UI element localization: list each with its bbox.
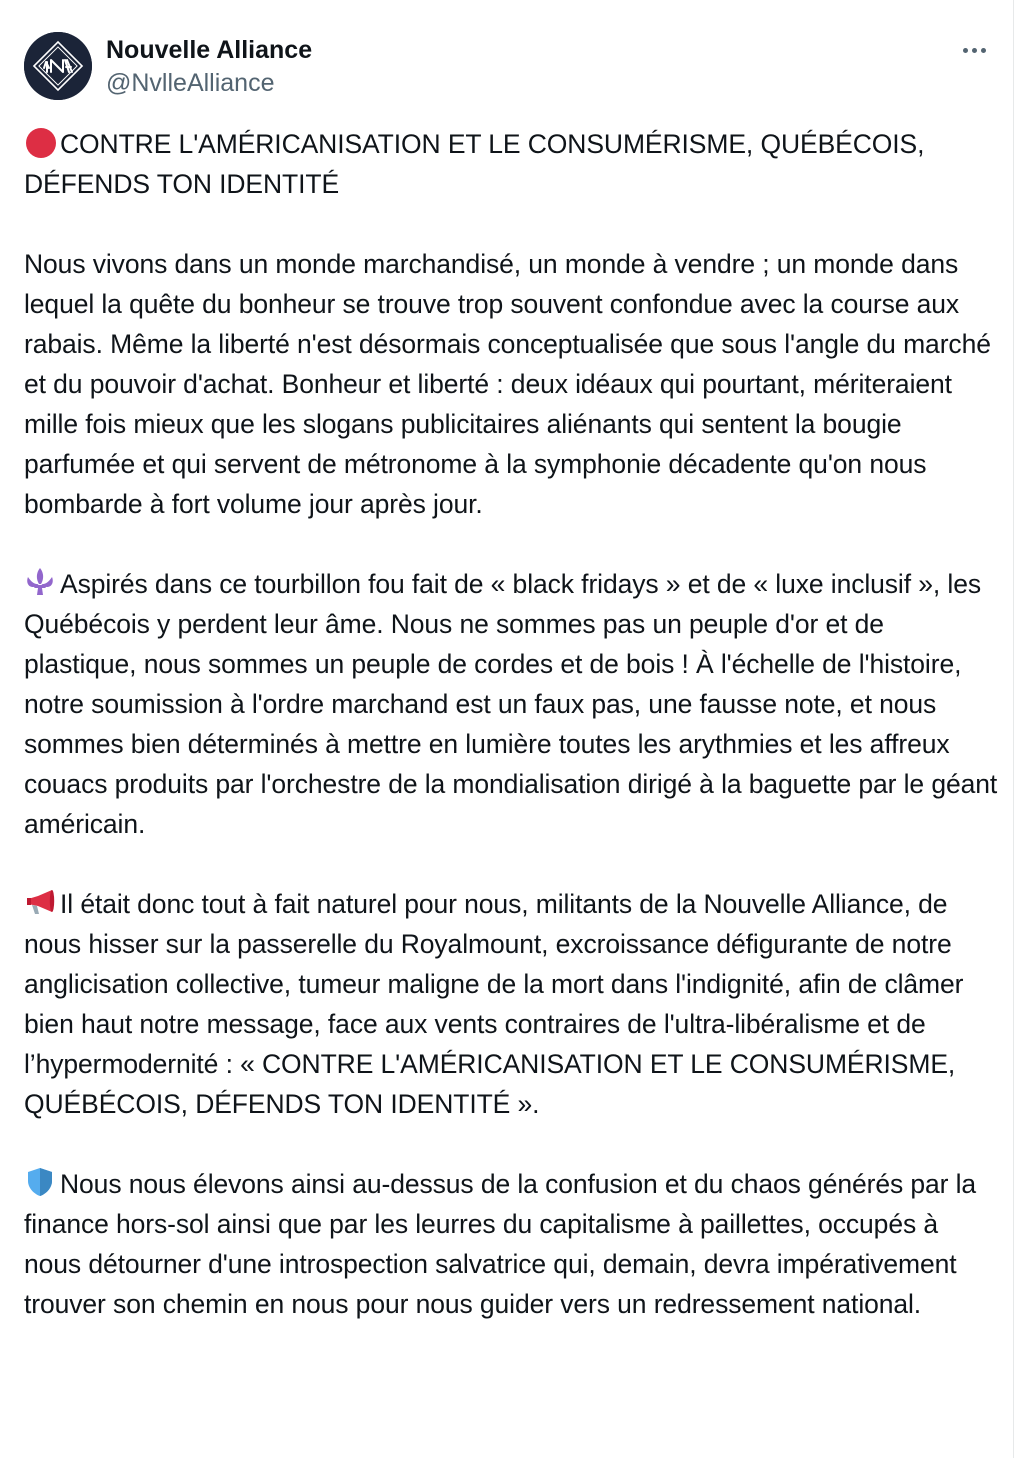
shield-emoji <box>24 1166 56 1198</box>
post-paragraph-1: Nous vivons dans un monde marchandisé, un monde à vendre ; un monde dans lequel la quête du bonheur se trouve trop souvent confondue avec la course aux rabais. Même la liberté n'est désormais conceptualisée que sous l'angle du marché et du pouvoir d'achat. Bonheur et liberté : deux idéaux qui pourtant, mériteraient mille fois mieux que les slogans publicitaires aliénants qui sentent la bougie parfumée et qui servent de métronome à la symphonie décadente qu'on nous bombarde à fort volume jour après jour. <box>24 249 991 519</box>
headline-text: CONTRE L'AMÉRICANISATION ET LE CONSUMÉRISME, QUÉBÉCOIS, DÉFENDS TON IDENTITÉ <box>24 129 925 199</box>
post-text <box>24 124 999 1364</box>
fleur-de-lis-emoji <box>24 566 56 598</box>
more-options-button[interactable] <box>956 38 992 62</box>
more-horizontal-icon <box>963 48 968 53</box>
author-display-name[interactable]: Nouvelle Alliance <box>106 36 313 64</box>
more-dot <box>972 48 977 53</box>
avatar[interactable] <box>24 32 92 100</box>
post-headline <box>24 124 999 204</box>
red-circle-emoji <box>26 128 56 158</box>
post-paragraph-4 <box>24 1164 999 1324</box>
paragraph-2-text: Aspirés dans ce tourbillon fou fait de « black fridays » et de « luxe inclusif », les Québécois y perdent leur âme. Nous ne sommes pas un peuple d'or et de plastique, nous sommes un peuple de cordes et de bois ! À l'échelle de l'histoire, notre soumission à l'ordre marchand est un faux pas, une fausse note, et nous sommes bien déterminés à mettre en lumière toutes les arythmies et les affreux couacs produits par l'orchestre de la mondialisation dirigé à la baguette par le géant américain. <box>24 569 998 839</box>
avatar-logo <box>24 32 92 100</box>
paragraph-4-text: Nous nous élevons ainsi au-dessus de la confusion et du chaos générés par la finance hors-sol ainsi que par les leurres du capitalisme à paillettes, occupés à nous détourner d'une introspection salvatrice qui, demain, devra impérativement trouver son chemin en nous pour nous guider vers un redressement national. <box>24 1169 977 1319</box>
author-handle[interactable]: @NvlleAlliance <box>106 69 275 97</box>
card-border <box>1013 0 1014 1458</box>
paragraph-3-text: Il était donc tout à fait naturel pour nous, militants de la Nouvelle Alliance, de nous hisser sur la passerelle du Royalmount, excroissance défigurante de notre anglicisation collective, tumeur maligne de la mort dans l'indignité, afin de clâmer bien haut notre message, face aux vents contraires de l'ultra-libéralisme et de l’hypermodernité : « CONTRE L'AMÉRICANISATION ET LE CONSUMÉRISME, QUÉBÉCOIS, DÉFENDS TON IDENTITÉ ». <box>24 889 964 1119</box>
more-dot <box>981 48 986 53</box>
post-header <box>24 32 1000 102</box>
post-paragraph-3 <box>24 884 999 1124</box>
megaphone-emoji <box>24 886 56 918</box>
post-paragraph-2 <box>24 564 999 844</box>
author-names <box>106 34 312 100</box>
